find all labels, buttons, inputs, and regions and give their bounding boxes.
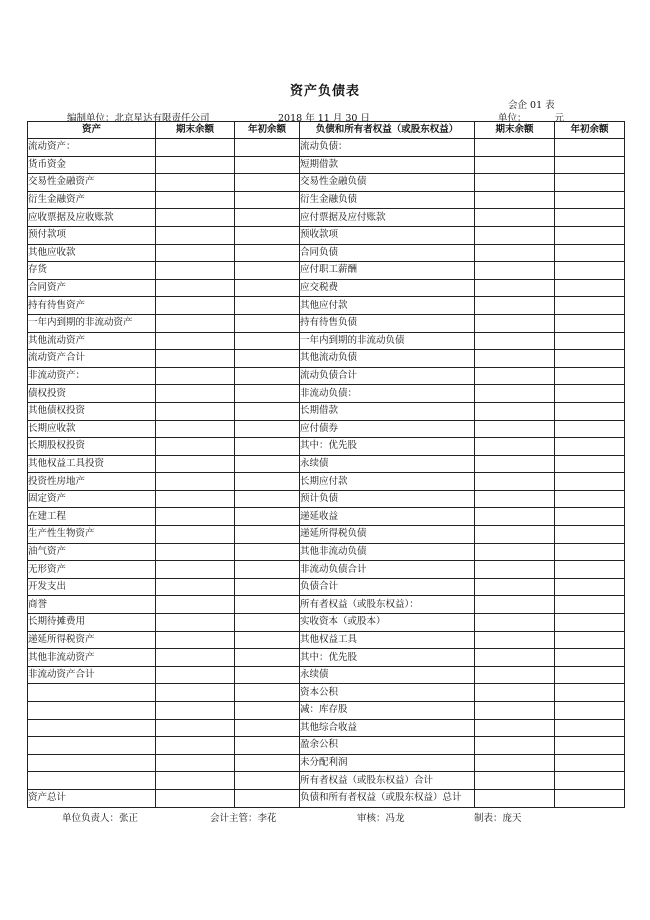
asset-end-balance-cell (156, 737, 235, 755)
table-row (28, 420, 625, 438)
liability-end-balance-cell (475, 578, 555, 596)
asset-end-balance-cell (156, 596, 235, 614)
header-begin-balance-2: 年初余额 (555, 122, 625, 139)
asset-item-label (28, 684, 156, 702)
asset-end-balance-cell (156, 279, 235, 297)
liability-begin-balance-cell (555, 279, 625, 297)
liability-end-balance-cell (475, 596, 555, 614)
liability-item-label: 递延收益 (300, 508, 475, 526)
liability-begin-balance-cell (555, 631, 625, 649)
table-row (28, 772, 625, 790)
asset-begin-balance-cell (235, 332, 300, 350)
liability-end-balance-cell (475, 772, 555, 790)
liability-end-balance-cell (475, 614, 555, 632)
liability-begin-balance-cell (555, 737, 625, 755)
liability-item-label: 衍生金融负债 (300, 191, 475, 209)
liability-begin-balance-cell (555, 332, 625, 350)
table-row (28, 314, 625, 332)
table-row (28, 614, 625, 632)
asset-end-balance-cell (156, 174, 235, 192)
table-row (28, 367, 625, 385)
liability-begin-balance-cell (555, 526, 625, 544)
liability-item-label: 其他应付款 (300, 297, 475, 315)
asset-begin-balance-cell (235, 508, 300, 526)
liability-end-balance-cell (475, 402, 555, 420)
asset-item-label (28, 772, 156, 790)
liability-end-balance-cell (475, 209, 555, 227)
asset-begin-balance-cell (235, 226, 300, 244)
liability-begin-balance-cell (555, 314, 625, 332)
liability-item-label: 非流动负债： (300, 385, 475, 403)
asset-end-balance-cell (156, 455, 235, 473)
liability-item-label: 预收款项 (300, 226, 475, 244)
asset-begin-balance-cell (235, 578, 300, 596)
liability-end-balance-cell (475, 297, 555, 315)
liability-end-balance-cell (475, 631, 555, 649)
asset-begin-balance-cell (235, 244, 300, 262)
asset-item-label: 合同资产 (28, 279, 156, 297)
table-row (28, 508, 625, 526)
asset-end-balance-cell (156, 314, 235, 332)
table-row (28, 490, 625, 508)
asset-begin-balance-cell (235, 139, 300, 157)
liability-item-label: 短期借款 (300, 156, 475, 174)
table-row (28, 596, 625, 614)
footer-accountant: 会计主管：李花 (210, 813, 277, 824)
asset-end-balance-cell (156, 367, 235, 385)
liability-item-label: 永续债 (300, 666, 475, 684)
asset-item-label: 长期待摊费用 (28, 614, 156, 632)
liability-item-label: 负债和所有者权益（或股东权益）总计 (300, 789, 475, 807)
asset-item-label: 长期股权投资 (28, 438, 156, 456)
asset-begin-balance-cell (235, 543, 300, 561)
liability-item-label: 资本公积 (300, 684, 475, 702)
table-row (28, 350, 625, 368)
liability-begin-balance-cell (555, 420, 625, 438)
asset-begin-balance-cell (235, 649, 300, 667)
asset-begin-balance-cell (235, 490, 300, 508)
liability-item-label: 非流动负债合计 (300, 561, 475, 579)
liability-begin-balance-cell (555, 719, 625, 737)
liability-end-balance-cell (475, 262, 555, 280)
liability-end-balance-cell (475, 526, 555, 544)
liability-item-label: 应交税费 (300, 279, 475, 297)
asset-begin-balance-cell (235, 455, 300, 473)
liability-end-balance-cell (475, 789, 555, 807)
asset-end-balance-cell (156, 244, 235, 262)
table-row (28, 702, 625, 720)
asset-end-balance-cell (156, 508, 235, 526)
asset-end-balance-cell (156, 490, 235, 508)
table-row (28, 297, 625, 315)
asset-item-label (28, 702, 156, 720)
liability-end-balance-cell (475, 561, 555, 579)
liability-item-label: 其中：优先股 (300, 438, 475, 456)
asset-end-balance-cell (156, 702, 235, 720)
liability-item-label: 实收资本（或股本） (300, 614, 475, 632)
asset-item-label: 固定资产 (28, 490, 156, 508)
asset-item-label: 资产总计 (28, 789, 156, 807)
liability-end-balance-cell (475, 473, 555, 491)
liability-end-balance-cell (475, 420, 555, 438)
asset-item-label: 货币资金 (28, 156, 156, 174)
liability-end-balance-cell (475, 702, 555, 720)
asset-end-balance-cell (156, 473, 235, 491)
table-row (28, 631, 625, 649)
asset-item-label: 长期应收款 (28, 420, 156, 438)
asset-item-label: 预付款项 (28, 226, 156, 244)
header-begin-balance: 年初余额 (235, 122, 300, 139)
asset-begin-balance-cell (235, 191, 300, 209)
asset-begin-balance-cell (235, 402, 300, 420)
liability-begin-balance-cell (555, 543, 625, 561)
unit-label: 单位： (498, 113, 527, 124)
liability-begin-balance-cell (555, 508, 625, 526)
asset-begin-balance-cell (235, 719, 300, 737)
table-row (28, 526, 625, 544)
asset-end-balance-cell (156, 789, 235, 807)
table-row (28, 209, 625, 227)
liability-end-balance-cell (475, 455, 555, 473)
liability-begin-balance-cell (555, 174, 625, 192)
asset-end-balance-cell (156, 719, 235, 737)
asset-begin-balance-cell (235, 526, 300, 544)
footer-auditor: 审核：冯龙 (357, 813, 405, 824)
asset-begin-balance-cell (235, 350, 300, 368)
liability-item-label: 长期借款 (300, 402, 475, 420)
liability-begin-balance-cell (555, 789, 625, 807)
asset-end-balance-cell (156, 631, 235, 649)
liability-end-balance-cell (475, 490, 555, 508)
liability-item-label: 其他非流动负债 (300, 543, 475, 561)
table-row (28, 543, 625, 561)
liability-begin-balance-cell (555, 385, 625, 403)
liability-item-label: 交易性金融负债 (300, 174, 475, 192)
asset-begin-balance-cell (235, 174, 300, 192)
liability-item-label: 其他权益工具 (300, 631, 475, 649)
liability-begin-balance-cell (555, 438, 625, 456)
asset-item-label: 持有待售资产 (28, 297, 156, 315)
asset-item-label: 生产性生物资产 (28, 526, 156, 544)
liability-begin-balance-cell (555, 226, 625, 244)
asset-item-label: 债权投资 (28, 385, 156, 403)
asset-item-label: 流动资产： (28, 139, 156, 157)
table-row (28, 332, 625, 350)
asset-end-balance-cell (156, 139, 235, 157)
liability-item-label: 其他综合收益 (300, 719, 475, 737)
asset-begin-balance-cell (235, 297, 300, 315)
asset-end-balance-cell (156, 754, 235, 772)
table-row (28, 156, 625, 174)
liability-begin-balance-cell (555, 455, 625, 473)
liability-begin-balance-cell (555, 473, 625, 491)
asset-item-label: 非流动资产： (28, 367, 156, 385)
liability-begin-balance-cell (555, 209, 625, 227)
liability-item-label: 合同负债 (300, 244, 475, 262)
table-row (28, 578, 625, 596)
header-row (28, 122, 625, 139)
form-code: 会企 01 表 (508, 100, 555, 111)
asset-item-label: 油气资产 (28, 543, 156, 561)
liability-begin-balance-cell (555, 262, 625, 280)
header-end-balance-2: 期末余额 (475, 122, 555, 139)
liability-begin-balance-cell (555, 139, 625, 157)
liability-item-label: 负债合计 (300, 578, 475, 596)
asset-item-label: 无形资产 (28, 561, 156, 579)
asset-begin-balance-cell (235, 385, 300, 403)
liability-item-label: 盈余公积 (300, 737, 475, 755)
asset-end-balance-cell (156, 772, 235, 790)
asset-item-label: 投资性房地产 (28, 473, 156, 491)
liability-item-label: 所有者权益（或股东权益）： (300, 596, 475, 614)
liability-end-balance-cell (475, 191, 555, 209)
asset-begin-balance-cell (235, 789, 300, 807)
liability-begin-balance-cell (555, 578, 625, 596)
asset-begin-balance-cell (235, 367, 300, 385)
asset-item-label: 非流动资产合计 (28, 666, 156, 684)
report-title: 资产负债表 (289, 84, 360, 99)
asset-item-label: 一年内到期的非流动资产 (28, 314, 156, 332)
liability-begin-balance-cell (555, 702, 625, 720)
asset-end-balance-cell (156, 649, 235, 667)
liability-item-label: 永续债 (300, 455, 475, 473)
asset-item-label: 在建工程 (28, 508, 156, 526)
liability-end-balance-cell (475, 156, 555, 174)
table-row (28, 438, 625, 456)
header-assets: 资产 (28, 122, 156, 139)
asset-end-balance-cell (156, 684, 235, 702)
asset-begin-balance-cell (235, 772, 300, 790)
asset-begin-balance-cell (235, 614, 300, 632)
footer-preparer: 制表：庞天 (474, 813, 522, 824)
liability-item-label: 其中：优先股 (300, 649, 475, 667)
asset-end-balance-cell (156, 666, 235, 684)
balance-sheet-body (28, 139, 625, 808)
table-row (28, 649, 625, 667)
liability-item-label: 其他流动负债 (300, 350, 475, 368)
table-row (28, 737, 625, 755)
asset-begin-balance-cell (235, 596, 300, 614)
asset-end-balance-cell (156, 526, 235, 544)
liability-item-label: 未分配利润 (300, 754, 475, 772)
liability-end-balance-cell (475, 684, 555, 702)
liability-begin-balance-cell (555, 561, 625, 579)
asset-end-balance-cell (156, 332, 235, 350)
liability-end-balance-cell (475, 719, 555, 737)
balance-sheet-table (27, 121, 625, 808)
asset-item-label: 商誉 (28, 596, 156, 614)
preparing-organization: 编制单位：北京星达有限责任公司 (67, 113, 210, 124)
asset-end-balance-cell (156, 543, 235, 561)
header-end-balance: 期末余额 (156, 122, 235, 139)
liability-item-label: 一年内到期的非流动负债 (300, 332, 475, 350)
asset-item-label: 其他债权投资 (28, 402, 156, 420)
table-row (28, 754, 625, 772)
liability-end-balance-cell (475, 279, 555, 297)
liability-item-label: 持有待售负债 (300, 314, 475, 332)
table-row (28, 684, 625, 702)
asset-item-label: 其他应收款 (28, 244, 156, 262)
asset-item-label: 流动资产合计 (28, 350, 156, 368)
asset-end-balance-cell (156, 578, 235, 596)
liability-end-balance-cell (475, 438, 555, 456)
header-liabilities-equity: 负债和所有者权益（或股东权益） (300, 122, 475, 139)
asset-begin-balance-cell (235, 561, 300, 579)
liability-item-label: 预计负债 (300, 490, 475, 508)
asset-begin-balance-cell (235, 420, 300, 438)
asset-begin-balance-cell (235, 666, 300, 684)
asset-end-balance-cell (156, 420, 235, 438)
liability-item-label: 减：库存股 (300, 702, 475, 720)
liability-end-balance-cell (475, 666, 555, 684)
table-row (28, 385, 625, 403)
table-row (28, 719, 625, 737)
asset-begin-balance-cell (235, 737, 300, 755)
asset-end-balance-cell (156, 156, 235, 174)
asset-end-balance-cell (156, 191, 235, 209)
liability-end-balance-cell (475, 244, 555, 262)
asset-end-balance-cell (156, 438, 235, 456)
table-row (28, 279, 625, 297)
table-row (28, 473, 625, 491)
liability-begin-balance-cell (555, 666, 625, 684)
asset-end-balance-cell (156, 297, 235, 315)
liability-begin-balance-cell (555, 297, 625, 315)
liability-end-balance-cell (475, 226, 555, 244)
liability-begin-balance-cell (555, 156, 625, 174)
asset-end-balance-cell (156, 614, 235, 632)
asset-item-label (28, 737, 156, 755)
asset-end-balance-cell (156, 561, 235, 579)
table-row (28, 244, 625, 262)
liability-item-label: 流动负债合计 (300, 367, 475, 385)
asset-item-label: 其他权益工具投资 (28, 455, 156, 473)
liability-end-balance-cell (475, 314, 555, 332)
table-row (28, 226, 625, 244)
table-row (28, 789, 625, 807)
liability-item-label: 递延所得税负债 (300, 526, 475, 544)
asset-begin-balance-cell (235, 702, 300, 720)
footer-unit-head: 单位负责人：张正 (62, 813, 139, 824)
table-row (28, 455, 625, 473)
asset-item-label: 其他流动资产 (28, 332, 156, 350)
liability-end-balance-cell (475, 385, 555, 403)
asset-begin-balance-cell (235, 209, 300, 227)
asset-item-label (28, 754, 156, 772)
liability-item-label: 所有者权益（或股东权益）合计 (300, 772, 475, 790)
liability-item-label: 应付票据及应付账款 (300, 209, 475, 227)
asset-begin-balance-cell (235, 156, 300, 174)
liability-begin-balance-cell (555, 614, 625, 632)
liability-begin-balance-cell (555, 244, 625, 262)
table-row (28, 139, 625, 157)
asset-begin-balance-cell (235, 314, 300, 332)
liability-end-balance-cell (475, 649, 555, 667)
liability-end-balance-cell (475, 139, 555, 157)
asset-item-label: 存货 (28, 262, 156, 280)
table-row (28, 402, 625, 420)
asset-end-balance-cell (156, 385, 235, 403)
asset-item-label: 递延所得税资产 (28, 631, 156, 649)
liability-end-balance-cell (475, 543, 555, 561)
asset-item-label: 其他非流动资产 (28, 649, 156, 667)
asset-begin-balance-cell (235, 279, 300, 297)
asset-begin-balance-cell (235, 754, 300, 772)
liability-end-balance-cell (475, 737, 555, 755)
liability-end-balance-cell (475, 174, 555, 192)
asset-begin-balance-cell (235, 438, 300, 456)
liability-begin-balance-cell (555, 596, 625, 614)
liability-begin-balance-cell (555, 490, 625, 508)
asset-begin-balance-cell (235, 684, 300, 702)
liability-item-label: 应付职工薪酬 (300, 262, 475, 280)
table-row (28, 561, 625, 579)
asset-end-balance-cell (156, 350, 235, 368)
liability-end-balance-cell (475, 508, 555, 526)
liability-item-label: 流动负债： (300, 139, 475, 157)
table-row (28, 262, 625, 280)
asset-begin-balance-cell (235, 473, 300, 491)
asset-end-balance-cell (156, 402, 235, 420)
liability-begin-balance-cell (555, 191, 625, 209)
liability-end-balance-cell (475, 367, 555, 385)
table-row (28, 666, 625, 684)
liability-end-balance-cell (475, 332, 555, 350)
table-row (28, 191, 625, 209)
liability-begin-balance-cell (555, 684, 625, 702)
liability-begin-balance-cell (555, 754, 625, 772)
asset-item-label (28, 719, 156, 737)
asset-item-label: 衍生金融资产 (28, 191, 156, 209)
asset-item-label: 交易性金融资产 (28, 174, 156, 192)
asset-begin-balance-cell (235, 262, 300, 280)
liability-begin-balance-cell (555, 649, 625, 667)
liability-end-balance-cell (475, 754, 555, 772)
asset-end-balance-cell (156, 209, 235, 227)
liability-item-label: 应付债券 (300, 420, 475, 438)
liability-begin-balance-cell (555, 772, 625, 790)
asset-item-label: 应收票据及应收账款 (28, 209, 156, 227)
liability-begin-balance-cell (555, 367, 625, 385)
asset-item-label: 开发支出 (28, 578, 156, 596)
liability-end-balance-cell (475, 350, 555, 368)
asset-end-balance-cell (156, 226, 235, 244)
asset-end-balance-cell (156, 262, 235, 280)
asset-begin-balance-cell (235, 631, 300, 649)
table-row (28, 174, 625, 192)
liability-begin-balance-cell (555, 402, 625, 420)
report-date: 2018 年 11 月 30 日 (278, 113, 370, 124)
unit-value: 元 (554, 113, 565, 124)
liability-item-label: 长期应付款 (300, 473, 475, 491)
liability-begin-balance-cell (555, 350, 625, 368)
